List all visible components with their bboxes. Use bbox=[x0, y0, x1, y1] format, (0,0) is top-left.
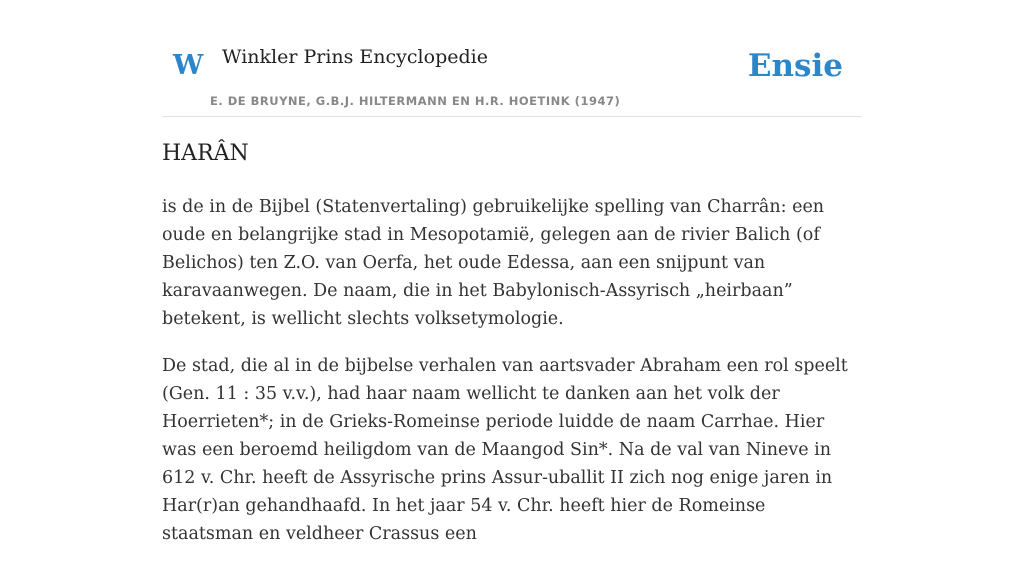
article-headword: HARÂN bbox=[162, 141, 249, 166]
article-paragraph: is de in de Bijbel (Statenvertaling) gebruikelijke spelling van Charrân: een oude en belangrijke stad in Mesopotamië, gelegen aan de rivier Balich (of Belichos) ten Z.O. van Oerfa, het oude Edessa, aan een snijpunt van karavaanwegen. De naam, die in het Babylonisch-Assyrisch „heirbaan” betekent, is wellicht slechts volksetymologie. bbox=[162, 196, 825, 329]
site-logo[interactable]: W bbox=[173, 50, 204, 81]
article-body bbox=[162, 140, 862, 567]
site-header bbox=[162, 0, 862, 117]
ensie-brand-link[interactable]: Ensie bbox=[747, 48, 843, 84]
authors-line: E. DE BRUYNE, G.B.J. HILTERMANN EN H.R. HOETINK (1947) bbox=[210, 94, 621, 108]
article-paragraph: De stad, die al in de bijbelse verhalen van aartsvader Abraham een rol speelt (Gen. 11 : 35 v.v.), had haar naam wellicht te danken aan het volk der Hoerrieten*; in de Grieks-Romeinse periode luidde de naam Carrhae. Hier was een beroemd heiligdom van de Maangod Sin*. Na de val van Nineve in 612 v. Chr. heeft de Assyrische prins Assur-uballit II zich nog enige jaren in Har(r)an gehandhaafd. In het jaar 54 v. Chr. heeft hier de Romeinse staatsman en veldheer Crassus een bbox=[162, 355, 848, 544]
encyclopedia-title[interactable]: Winkler Prins Encyclopedie bbox=[222, 46, 488, 68]
